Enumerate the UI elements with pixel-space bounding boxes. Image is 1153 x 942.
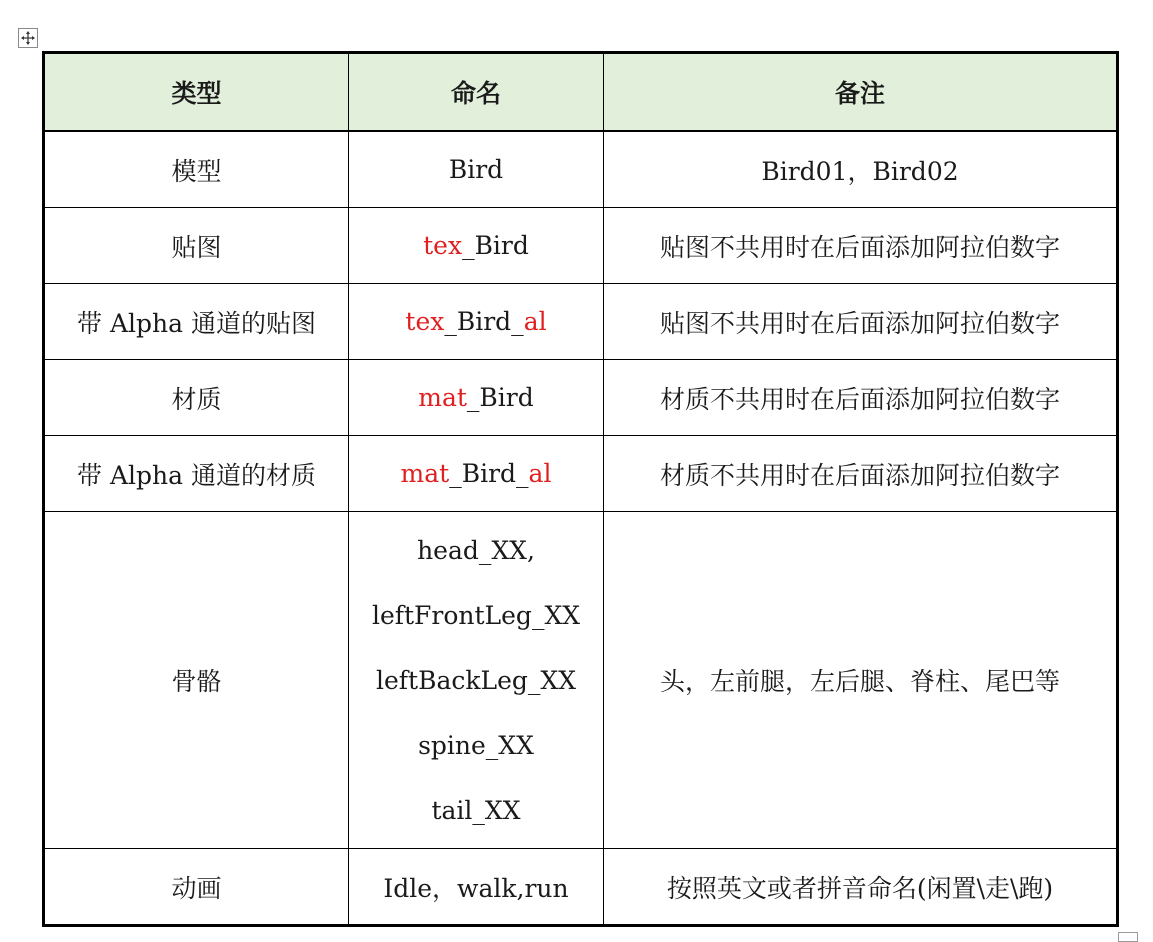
table-row bbox=[44, 436, 1118, 512]
move-arrows-icon bbox=[20, 30, 36, 46]
table-row bbox=[44, 360, 1118, 436]
type-cell: 材质 bbox=[44, 360, 349, 436]
name-suffix: al bbox=[528, 459, 552, 488]
bone-name-line: tail_XX bbox=[431, 795, 521, 825]
note-cell: 头，左前腿，左后腿、脊柱、尾巴等 bbox=[604, 512, 1118, 849]
header-note: 备注 bbox=[604, 53, 1118, 132]
name-prefix: mat bbox=[418, 383, 467, 412]
type-cell: 带 Alpha 通道的贴图 bbox=[44, 284, 349, 360]
name-part: _Bird_ bbox=[444, 307, 524, 336]
type-cell: 模型 bbox=[44, 131, 349, 208]
name-cell bbox=[349, 436, 604, 512]
note-cell: 材质不共用时在后面添加阿拉伯数字 bbox=[604, 436, 1118, 512]
header-name: 命名 bbox=[349, 53, 604, 132]
bone-name-line: leftBackLeg_XX bbox=[375, 665, 576, 695]
name-part: _Bird bbox=[462, 231, 529, 260]
note-cell: 按照英文或者拼音命名(闲置\走\跑) bbox=[604, 849, 1118, 926]
name-suffix: al bbox=[523, 307, 547, 336]
table-move-handle[interactable] bbox=[18, 28, 38, 48]
note-cell: Bird01，Bird02 bbox=[604, 131, 1118, 208]
type-cell: 带 Alpha 通道的材质 bbox=[44, 436, 349, 512]
table-resize-handle[interactable] bbox=[1118, 932, 1138, 942]
header-type: 类型 bbox=[44, 53, 349, 132]
name-cell bbox=[349, 512, 604, 849]
name-part: Idle，walk,run bbox=[383, 873, 569, 903]
table-row bbox=[44, 131, 1118, 208]
name-part: Bird bbox=[448, 155, 504, 184]
header-row bbox=[44, 53, 1118, 132]
name-cell bbox=[349, 208, 604, 284]
naming-table bbox=[42, 51, 1119, 927]
name-prefix: tex bbox=[423, 231, 463, 260]
name-part: _Bird bbox=[466, 383, 534, 412]
table-row bbox=[44, 849, 1118, 926]
type-cell: 动画 bbox=[44, 849, 349, 926]
name-prefix: mat bbox=[400, 459, 450, 488]
note-cell: 贴图不共用时在后面添加阿拉伯数字 bbox=[604, 208, 1118, 284]
name-cell bbox=[349, 360, 604, 436]
name-part: _Bird_ bbox=[449, 459, 529, 488]
type-cell: 骨骼 bbox=[44, 512, 349, 849]
bone-name-line: spine_XX bbox=[418, 730, 534, 760]
bone-name-line: leftFrontLeg_XX bbox=[371, 600, 581, 630]
name-prefix: tex bbox=[405, 307, 445, 336]
table-row bbox=[44, 512, 1118, 849]
note-cell: 材质不共用时在后面添加阿拉伯数字 bbox=[604, 360, 1118, 436]
table-row bbox=[44, 284, 1118, 360]
table-row bbox=[44, 208, 1118, 284]
bone-name-line: head_XX, bbox=[417, 535, 535, 565]
note-cell: 贴图不共用时在后面添加阿拉伯数字 bbox=[604, 284, 1118, 360]
type-cell: 贴图 bbox=[44, 208, 349, 284]
name-cell bbox=[349, 131, 604, 208]
name-cell bbox=[349, 849, 604, 926]
name-cell bbox=[349, 284, 604, 360]
